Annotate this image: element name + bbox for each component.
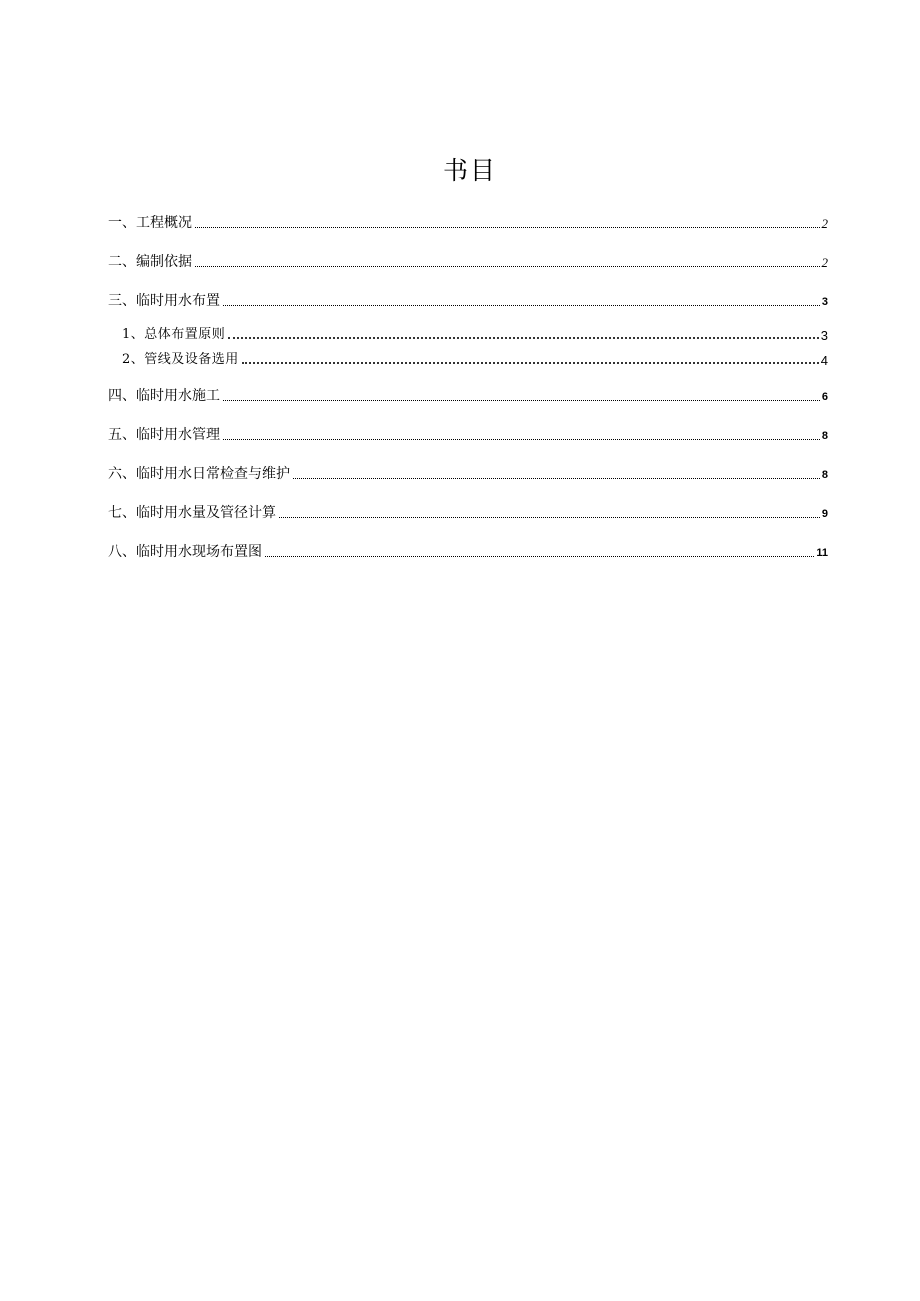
toc-entry-water-calculation[interactable]: [108, 501, 828, 523]
dot-leader: [195, 266, 820, 267]
toc-entry-general-principles[interactable]: [122, 323, 828, 345]
toc-entry-site-layout-drawing[interactable]: [108, 540, 828, 562]
dot-leader: [265, 556, 814, 557]
dot-leader: [242, 362, 819, 364]
toc-entry-label: 2、管线及设备选用: [122, 352, 239, 367]
toc-entry-page: 3: [821, 296, 828, 308]
toc-entry-page: 9: [821, 508, 828, 520]
toc-entry-label: 七、临时用水量及管径计算: [108, 505, 276, 521]
toc-entry-page: 2: [821, 216, 828, 231]
dot-leader: [279, 517, 820, 518]
toc-entry-page: 3: [820, 328, 828, 343]
toc-entry-label: 八、临时用水现场布置图: [108, 544, 262, 560]
toc-entry-label: 三、临时用水布置: [108, 293, 220, 309]
toc-entry-page: 4: [820, 353, 828, 368]
toc-entry-label: 1、总体布置原则: [122, 327, 226, 342]
dot-leader: [223, 439, 820, 440]
toc-entry-label: 五、临时用水管理: [108, 427, 220, 443]
dot-leader: [223, 400, 820, 401]
toc-entry-water-management[interactable]: [108, 423, 828, 445]
dot-leader: [228, 337, 818, 339]
toc-entry-water-construction[interactable]: [108, 384, 828, 406]
toc-entry-label: 四、临时用水施工: [108, 388, 220, 404]
dot-leader: [223, 305, 820, 306]
toc-entry-page: 8: [821, 469, 828, 481]
toc-entry-label: 六、临时用水日常检查与维护: [108, 466, 290, 482]
dot-leader: [195, 227, 820, 228]
toc-entry-inspection-maintenance[interactable]: [108, 462, 828, 484]
toc-entry-compilation-basis[interactable]: [108, 250, 828, 272]
toc-entry-page: 8: [821, 430, 828, 442]
toc-entry-label: 二、编制依据: [108, 254, 192, 270]
toc-entry-project-overview[interactable]: [108, 211, 828, 233]
toc-entry-page: 11: [816, 547, 828, 559]
toc-entry-label: 一、工程概况: [108, 215, 192, 231]
toc-entry-page: 2: [821, 255, 828, 270]
dot-leader: [293, 478, 820, 479]
toc-entry-page: 6: [821, 391, 828, 403]
toc-entry-water-layout[interactable]: [108, 289, 828, 311]
toc-entry-pipes-equipment[interactable]: [122, 348, 828, 370]
toc-title: 书目: [442, 156, 497, 185]
